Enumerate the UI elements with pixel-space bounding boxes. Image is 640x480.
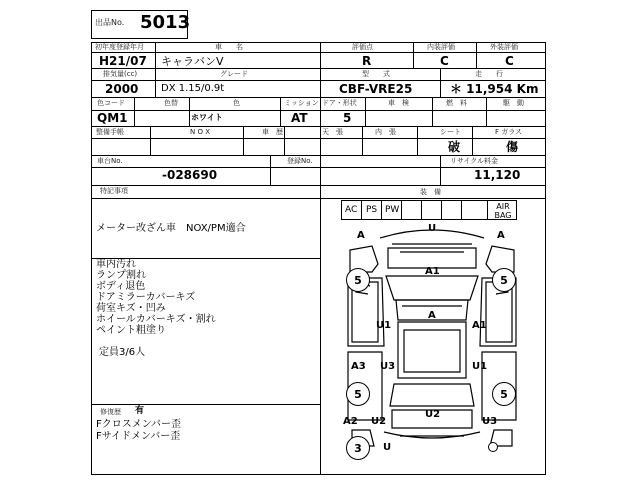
equipment-ps: PS: [366, 205, 378, 215]
mark-rear-u2: U2: [425, 409, 441, 420]
manual-label: 整備手帳: [96, 128, 124, 136]
color-swap-label: 色替: [164, 99, 178, 107]
mark-bottom-right-circle: [488, 442, 498, 452]
mark-left-u1: U1: [376, 320, 392, 331]
capacity-note: 定員3/6人: [99, 347, 146, 358]
exterior-score-value: C: [505, 54, 514, 68]
equipment-pw: PW: [385, 205, 400, 215]
damage-line: ランプ割れ: [96, 270, 146, 281]
nox-label: N O X: [190, 128, 210, 136]
score-label: 評価点: [352, 43, 373, 51]
damage-line: 荷室キズ・凹み: [96, 303, 166, 314]
mark-top-left: A: [357, 230, 365, 241]
damage-line: 車内汚れ: [96, 259, 136, 270]
mission-label: ミッション: [284, 99, 319, 107]
equipment-airbag: AIR BAG: [494, 202, 512, 220]
lot-number-label: 出品No.: [95, 18, 125, 27]
wheel-front-right: 5: [492, 268, 516, 292]
equipment-ac: AC: [345, 205, 358, 215]
mark-right-a1: A1: [472, 320, 487, 331]
wheel-front-left: 5: [346, 268, 370, 292]
mark-bottom-u3: U3: [482, 416, 498, 427]
color-value: ホワイト: [191, 113, 223, 122]
sunroof-label: 天 張: [322, 128, 343, 136]
mark-bottom-u2: U2: [371, 416, 387, 427]
displacement-value: 2000: [105, 82, 139, 96]
recycle-value: 11,120: [474, 168, 521, 182]
mileage-value: ＊ 11,954 Km: [450, 82, 539, 96]
recycle-label: リサイクル料金: [450, 157, 499, 165]
seat-value: 破: [448, 140, 461, 154]
model-label: 車 名: [215, 43, 243, 51]
damage-line: ホイールカバーキズ・割れ: [96, 314, 216, 325]
mark-bottom-u: U: [383, 442, 392, 453]
mark-left-u3: U3: [380, 361, 396, 372]
repair-line: Fクロスメンバー歪: [96, 419, 182, 430]
lot-number: 5013: [140, 12, 191, 33]
reg-no-label: 登録No.: [287, 157, 313, 165]
displacement-label: 排気量(cc): [103, 70, 138, 78]
mission-value: AT: [291, 111, 308, 125]
spare-wheel: 3: [346, 436, 370, 460]
main-note: メーター改ざん車 NOX/PM適合: [96, 223, 246, 234]
score-value: R: [362, 54, 372, 68]
color-code-label: 色コード: [97, 99, 125, 107]
mark-right-u1: U1: [472, 361, 488, 372]
chassis-label: 車台No.: [97, 157, 123, 165]
seat-label: シート: [440, 128, 461, 136]
chassis-value: -028690: [162, 168, 218, 182]
mark-left-a3: A3: [351, 361, 366, 372]
repair-value: 有: [135, 406, 145, 416]
damage-line: ペイント粗塗り: [96, 325, 166, 336]
reg-date-value: H21/07: [99, 54, 147, 68]
model-value: キャラバンV: [161, 55, 224, 68]
mileage-label: 走 行: [475, 70, 503, 78]
mark-mid-center: A: [428, 310, 436, 321]
color-code-value: QM1: [97, 111, 128, 125]
exterior-score-label: 外装評価: [490, 43, 518, 51]
wheel-rear-left: 5: [346, 382, 370, 406]
damage-line: ドアミラーカバーキズ: [96, 292, 196, 303]
type-label: 型 式: [362, 70, 390, 78]
repair-label: 修復歴: [100, 408, 121, 416]
color-label: 色: [233, 99, 240, 107]
mark-bottom-a2: A2: [343, 416, 358, 427]
glass-label: F ガラス: [495, 128, 523, 136]
fuel-label: 燃 料: [446, 99, 467, 107]
grade-label: グレード: [220, 70, 248, 78]
mark-top-right: A: [497, 230, 505, 241]
wheel-rear-right: 5: [492, 382, 516, 406]
door-value: 5: [343, 111, 352, 125]
notes-header: 特記事項: [100, 187, 128, 195]
glass-value: 傷: [506, 140, 519, 154]
drive-label: 駆 動: [503, 99, 524, 107]
door-label: ドア・形状: [322, 99, 357, 107]
interior-score-label: 内装評価: [427, 43, 455, 51]
history-label: 車 歴: [262, 128, 283, 136]
mark-top-center: U: [428, 223, 437, 234]
mark-roof: A1: [425, 266, 440, 277]
inner-trim-label: 内 張: [375, 128, 396, 136]
equipment-header: 装 備: [420, 188, 441, 196]
type-value: CBF-VRE25: [339, 82, 413, 96]
interior-score-value: C: [440, 54, 449, 68]
reg-date-label: 初年度登録年月: [95, 43, 144, 51]
inspection-label: 車 検: [388, 99, 409, 107]
damage-line: ボディ退色: [96, 281, 146, 292]
grade-value: DX 1.15/0.9t: [161, 83, 225, 94]
repair-line: Fサイドメンバー歪: [96, 431, 181, 442]
